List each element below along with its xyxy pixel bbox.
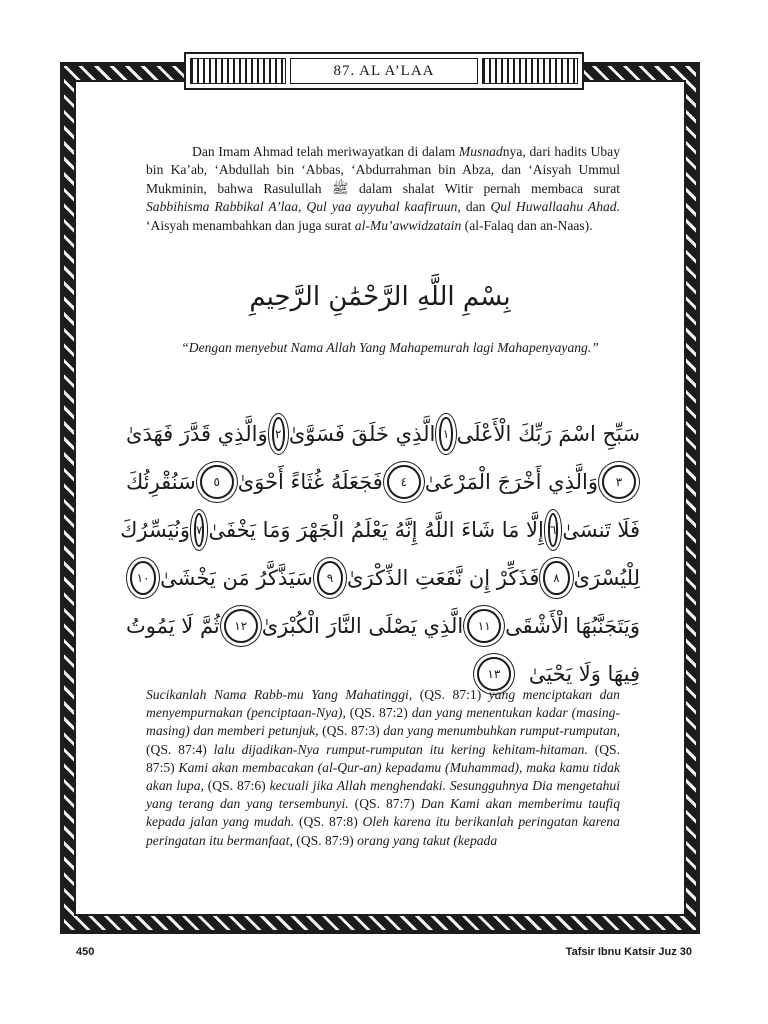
page-number: 450 (76, 946, 95, 958)
verse-ref: (QS. 87:3) (318, 723, 384, 739)
header-ornament-right (482, 58, 578, 84)
verse-text: إِلَّا مَا شَاءَ اللَّهُ إِنَّهُ يَعْلَمُ الْجَهْرَ وَمَا يَخْفَىٰ (208, 518, 544, 542)
ayah-marker: ١٣ (477, 657, 511, 691)
ayah-marker: ٧ (194, 513, 204, 547)
translation-text: kecuali jika Allah menghendaki. Sesungguhnya Dia mengetahui yang terang dan yang tersembunyi. (146, 778, 620, 812)
verse-text: الَّذِي يَصْلَى النَّارَ الْكُبْرَىٰ (261, 614, 464, 638)
verse-line (120, 506, 640, 554)
verse-text: وَالَّذِي أَخْرَجَ الْمَرْعَىٰ (424, 470, 598, 494)
verse-text: فِيهَا وَلَا يَحْيَىٰ (528, 662, 640, 686)
verse-ref: (QS. 87:8) (294, 814, 363, 830)
intro-text: ‘Aisyah menambahkan dan juga surat (146, 217, 355, 233)
verse-ref: (QS. 87:6) (203, 778, 270, 794)
ayah-marker: ٣ (602, 465, 636, 499)
verse-ref: (QS. 87:2) (345, 705, 412, 721)
translation-text: orang yang takut (kepada (357, 832, 498, 848)
ayah-marker: ١٢ (224, 609, 258, 643)
surah-header (184, 52, 584, 90)
translation-text: Oleh karena itu berikanlah peringatan karena peringatan itu bermanfaat, (146, 814, 620, 848)
header-ornament-left (190, 58, 286, 84)
translation-text: Sucikanlah Nama Rabb-mu Yang Mahatinggi, (146, 687, 413, 702)
intro-surat-names: Sabbihisma Rabbikal A’laa, Qul yaa ayyuhal kaafiruun, (146, 199, 461, 215)
surah-title: 87. AL A’LAA (290, 58, 478, 84)
intro-paragraph (146, 143, 620, 235)
ayah-marker: ٦ (548, 513, 558, 547)
translation-text: Dan Kami akan memberimu taufiq kepada jalan yang mudah. (146, 796, 620, 830)
verse-text: الَّذِي خَلَقَ فَسَوَّىٰ (288, 422, 436, 446)
ayah-marker: ٨ (543, 561, 569, 595)
ayah-marker: ٥ (200, 465, 234, 499)
translation-text: dan yang menumbuhkan rumput-rumputan, (383, 723, 620, 739)
verse-text: وَالَّذِي قَدَّرَ فَهَدَىٰ (126, 422, 268, 446)
verse-text: سَبِّحِ اسْمَ رَبِّكَ الْأَعْلَى (456, 422, 640, 446)
verse-translation (146, 686, 620, 850)
ayah-marker: ١ (439, 417, 452, 451)
verse-text: لِلْيُسْرَىٰ (573, 566, 640, 590)
ayah-marker: ١٠ (130, 561, 156, 595)
arabic-verses (120, 410, 640, 698)
verse-line (126, 602, 640, 650)
verse-text: سَيَذَّكَّرُ مَن يَخْشَىٰ (160, 566, 313, 590)
verse-ref: (QS. 87:9) (292, 832, 358, 848)
intro-qul: Qul Huwallaahu Ahad. (490, 199, 620, 215)
verse-text: فَلَا تَنسَىٰ (562, 518, 640, 542)
intro-text: Dan Imam Ahmad telah meriwayatkan di dalam (192, 144, 459, 159)
translation-text: dan yang menentukan kadar (masing-masing) dan memberi petunjuk, (146, 705, 620, 739)
ayah-marker: ١١ (467, 609, 501, 643)
intro-text: (al-Falaq dan an-Naas). (461, 217, 593, 233)
verse-text: وَيَتَجَنَّبُهَا الْأَشْقَى (505, 614, 640, 638)
verse-ref: (QS. 87:4) (146, 741, 214, 757)
intro-text: dan (460, 199, 491, 215)
verse-text: سَنُقْرِئُكَ (126, 470, 196, 494)
verse-ref: (QS. 87:7) (348, 796, 421, 812)
ayah-marker: ٤ (387, 465, 421, 499)
book-title: Tafsir Ibnu Katsir Juz 30 (565, 946, 692, 958)
intro-text: nya, dari hadits Ubay bin Ka’ab, ‘Abdullah bin ‘Abbas, ‘Abdurrahman bin Abza, dan ‘Aisyah Ummul Mukminin, bahwa Rasulullah ﷺ dalam shalat Witir pernah membaca surat (146, 144, 620, 196)
intro-muawwidzatain: al-Mu’awwidzatain (354, 217, 462, 233)
verse-text: وَنُيَسِّرُكَ (120, 518, 191, 542)
verse-ref: (QS. 87:5) (146, 741, 620, 775)
translation-text: yang menciptakan dan menyempurnakan (penciptaan-Nya), (146, 687, 620, 721)
verse-line (126, 458, 640, 506)
intro-musnad: Musnad (458, 144, 503, 159)
translation-text: Kami akan membacakan (al-Qur-an) kepadamu (Muhammad), maka kamu tidak akan lupa, (146, 759, 621, 794)
bismillah-arabic: بِسْمِ اللَّهِ الرَّحْمَٰنِ الرَّحِيمِ (249, 282, 511, 312)
verse-line (126, 554, 640, 602)
ayah-marker: ٩ (317, 561, 343, 595)
translation-text: lalu dijadikan-Nya rumput-rumputan itu kering kehitam-hitaman. (213, 741, 588, 757)
verse-text: فَجَعَلَهُ غُثَاءً أَحْوَىٰ (237, 470, 383, 494)
verse-text: ثُمَّ لَا يَمُوتُ (126, 614, 220, 638)
bismillah-translation: “Dengan menyebut Nama Allah Yang Mahapemurah lagi Mahapenyayang.” (181, 340, 599, 355)
verse-line (126, 410, 640, 458)
ayah-marker: ٢ (272, 417, 285, 451)
verse-text: فَذَكِّرْ إِن نَّفَعَتِ الذِّكْرَىٰ (347, 566, 540, 590)
verse-ref: (QS. 87:1) (412, 687, 489, 702)
